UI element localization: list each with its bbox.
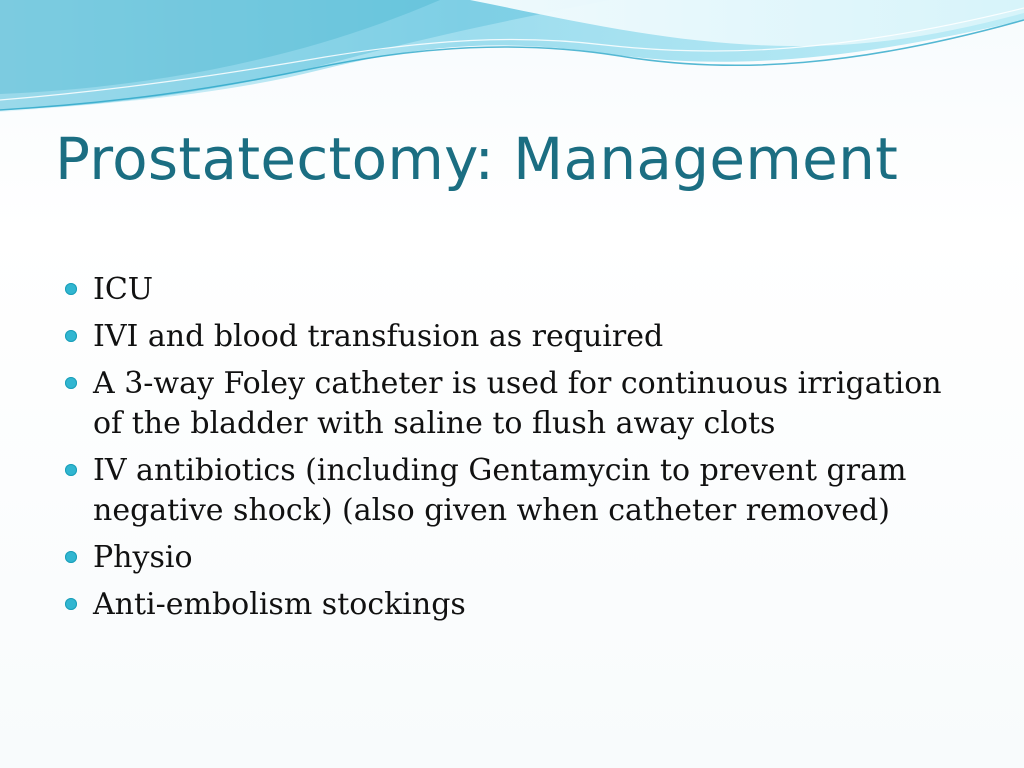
bullet-text: Anti-embolism stockings bbox=[93, 587, 466, 622]
bullet-text: IV antibiotics (including Gentamycin to prevent gram negative shock) (also given when catheter removed) bbox=[93, 453, 907, 528]
bullet-dot-icon bbox=[65, 551, 77, 563]
bullet-dot-icon bbox=[65, 283, 77, 295]
bullet-dot-icon bbox=[65, 598, 77, 610]
bullet-item-iv-antibiotics bbox=[58, 451, 978, 531]
bullet-item-anti-embolism bbox=[58, 585, 978, 625]
header-wave-decoration bbox=[0, 0, 1024, 120]
bullet-text: IVI and blood transfusion as required bbox=[93, 319, 664, 354]
bullet-item-foley-catheter bbox=[58, 364, 978, 444]
bullet-item-icu bbox=[58, 270, 978, 310]
bullet-dot-icon bbox=[65, 377, 77, 389]
bullet-text: ICU bbox=[93, 272, 154, 307]
bullet-dot-icon bbox=[65, 464, 77, 476]
bullet-item-ivi-blood bbox=[58, 317, 978, 357]
bullet-text: A 3-way Foley catheter is used for continuous irrigation of the bladder with saline to flush away clots bbox=[93, 366, 942, 441]
slide-title: Prostatectomy: Management bbox=[55, 125, 899, 193]
bullet-item-physio bbox=[58, 538, 978, 578]
bullet-list bbox=[58, 270, 978, 632]
bullet-dot-icon bbox=[65, 330, 77, 342]
bullet-text: Physio bbox=[93, 540, 193, 575]
